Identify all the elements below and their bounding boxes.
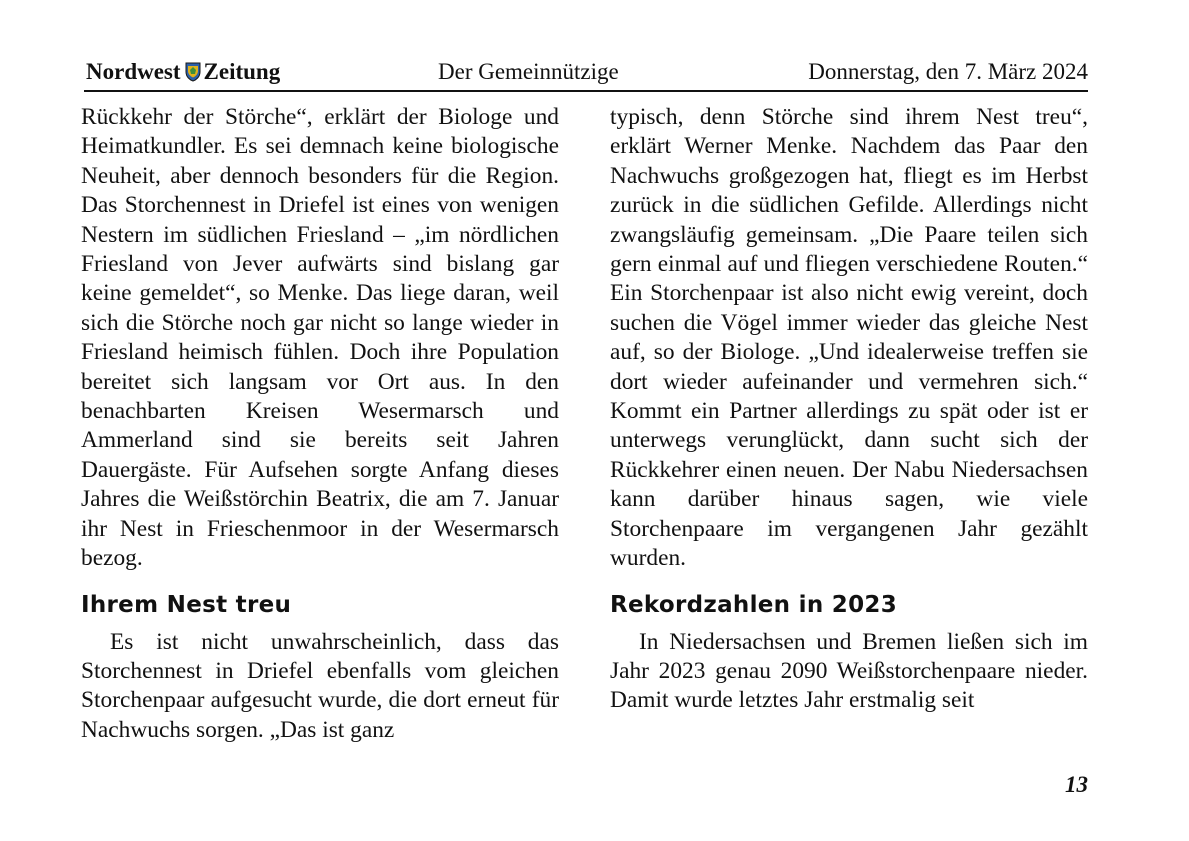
masthead-name-left: Nordwest [86, 59, 181, 84]
masthead [86, 58, 280, 86]
left-subheading: Ihrem Nest treu [81, 591, 292, 618]
section-title: Der Gemeinnützige [438, 59, 619, 84]
left-paragraph-1: Rückkehr der Störche“, erklärt der Biologe und Heimatkundler. Es sei demnach keine biologische Neuheit, aber dennoch besonders für die Region. Das Storchennest in Driefel ist eines von wenigen Nestern im südlichen Friesland – „im nördlichen Friesland von Jever aufwärts sind bislang gar keine gemeldet“, so Menke. Das liege daran, weil sich die Störche noch gar nicht so lange wieder in Friesland heimisch fühlen. Doch ihre Population bereitet sich langsam vor Ort aus. In den benachbarten Kreisen Wesermarsch und Ammerland sind sie bereits seit Jahren Dauergäste. Für Aufsehen sorgte Anfang dieses Jahres die Weißstörchin Beatrix, die am 7. Januar ihr Nest in Frieschenmoor in der Wesermarsch bezog. [81, 104, 559, 572]
masthead-name-right: Zeitung [203, 59, 281, 84]
left-paragraph-2: Es ist nicht unwahrscheinlich, dass das Storchennest in Driefel ebenfalls vom gleichen Storchenpaar aufgesucht wurde, die dort erneut für Nachwuchs sorgen. „Das ist ganz [81, 628, 559, 743]
left-column [81, 103, 559, 745]
coat-of-arms-icon [185, 61, 201, 81]
right-paragraph-1: typisch, denn Störche sind ihrem Nest treu“, erklärt Werner Menke. Nachdem das Paar den Nachwuchs großgezogen hat, fliegt es im Herbst zurück in die südlichen Gefilde. Allerdings nicht zwangsläufig gemeinsam. „Die Paare teilen sich gern einmal auf und fliegen verschiedene Routen.“ Ein Storchenpaar ist also nicht ewig vereint, doch suchen die Vögel immer wieder das gleiche Nest auf, so der Biologe. „Und idealerweise treffen sie dort wieder aufeinander und vermehren sich.“ Kommt ein Partner allerdings zu spät oder ist er unterwegs verunglückt, dann sucht sich der Rückkehrer einen neuen. Der Nabu Niedersachsen kann darüber hinaus sagen, wie viele Storchenpaare im vergangenen Jahr gezählt wurden. [610, 104, 1088, 572]
right-paragraph-2: In Niedersachsen und Bremen ließen sich im Jahr 2023 genau 2090 Weißstorchenpaare nieder. Damit wurde letztes Jahr erstmalig seit [610, 628, 1088, 714]
page-number: 13 [1065, 772, 1088, 797]
right-column [610, 103, 1088, 716]
page-header [84, 58, 1088, 92]
right-subheading: Rekordzahlen in 2023 [610, 591, 898, 618]
issue-date: Donnerstag, den 7. März 2024 [808, 59, 1088, 84]
